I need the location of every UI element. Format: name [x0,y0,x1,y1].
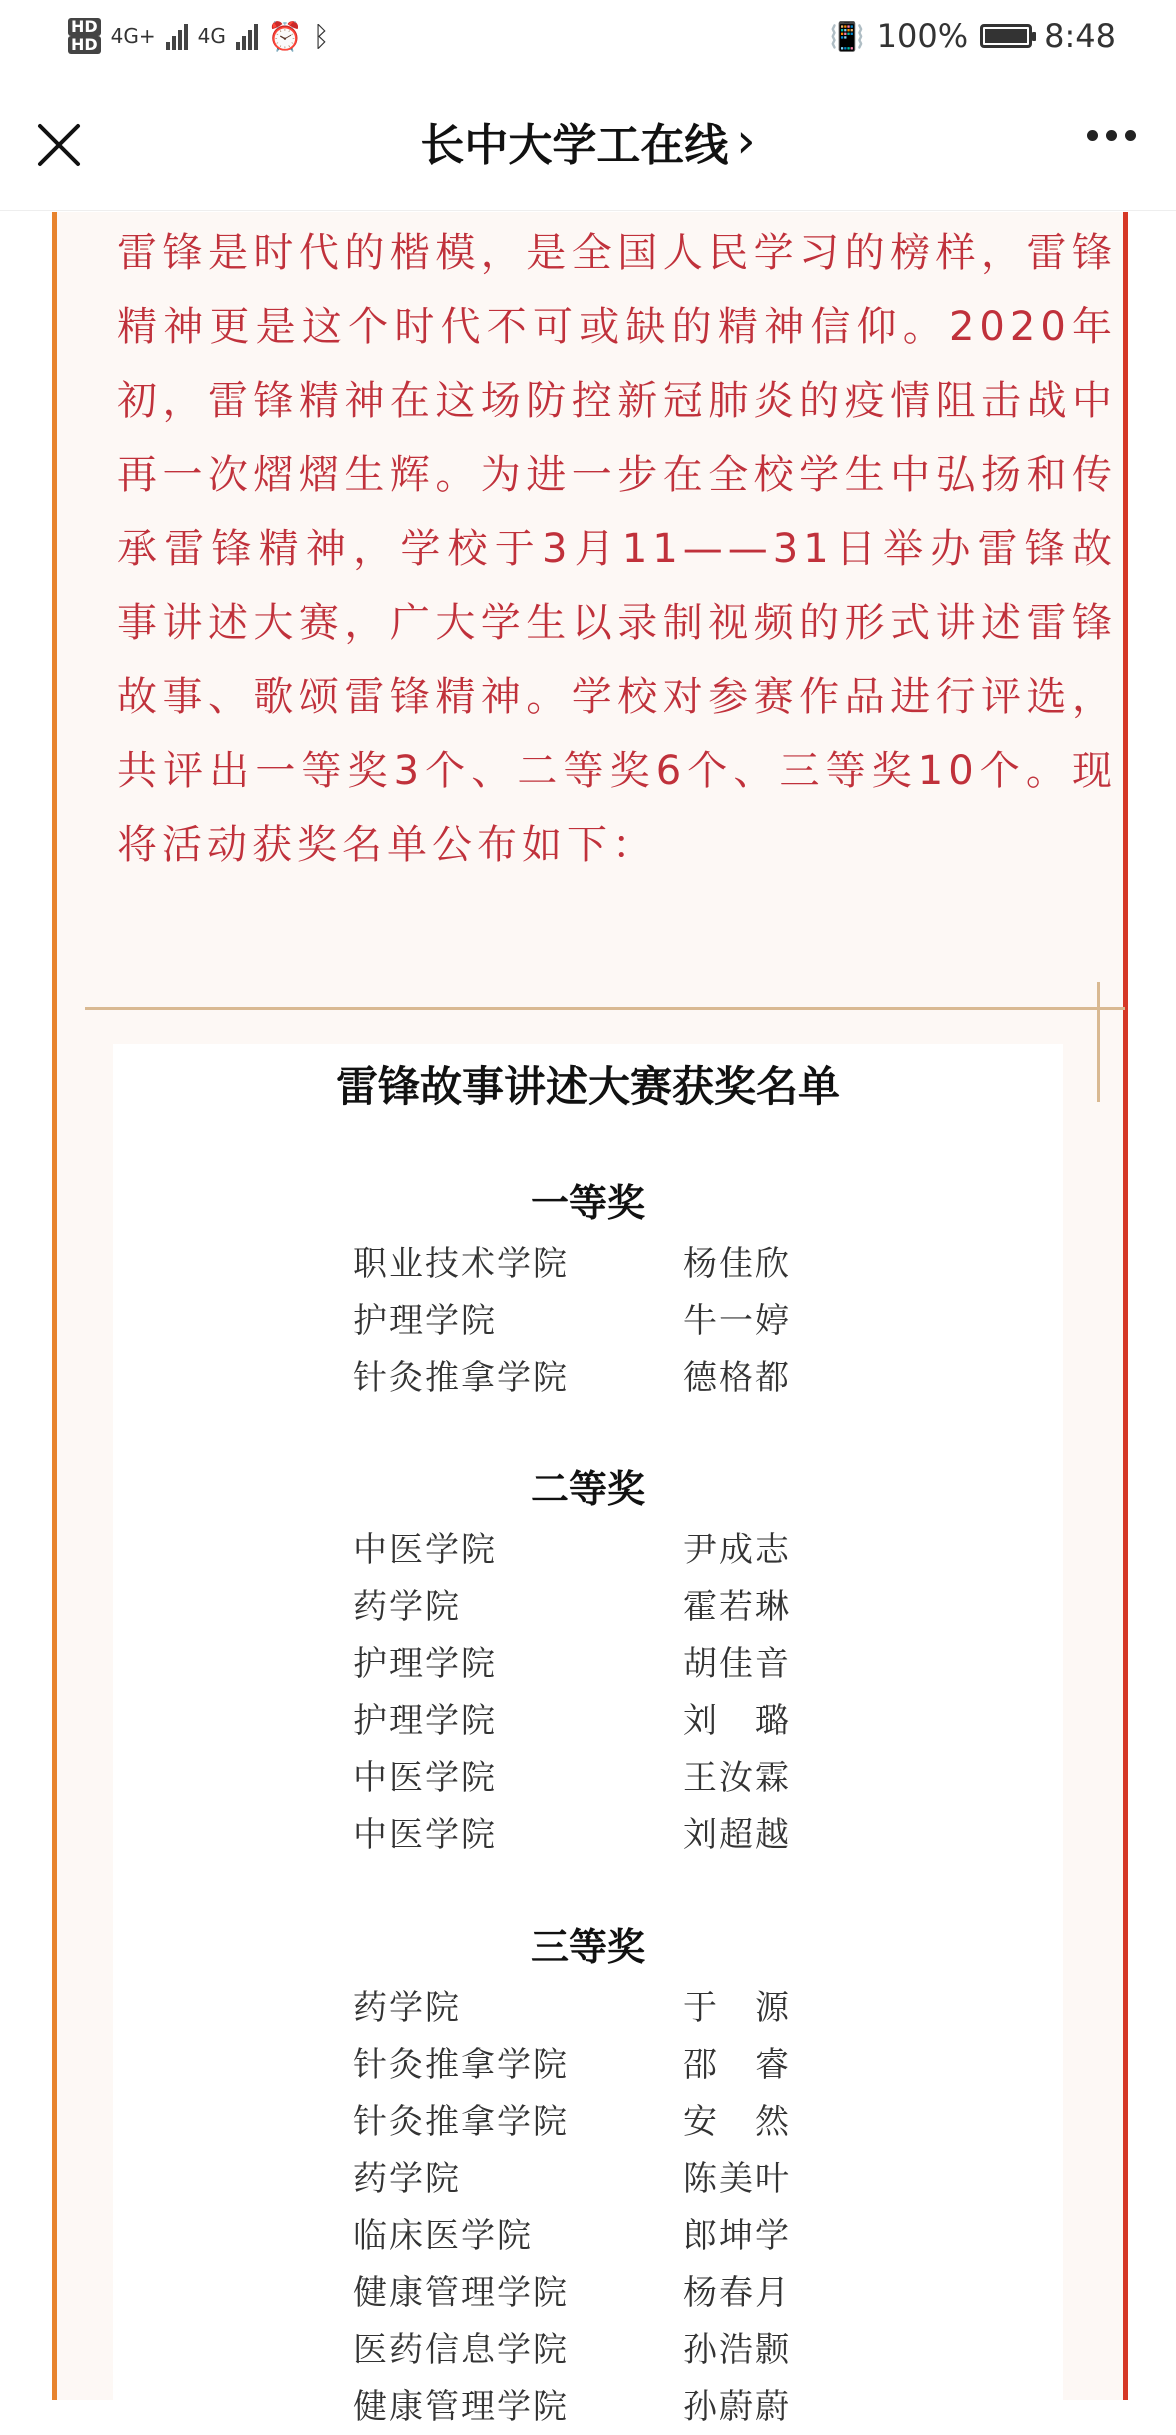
status-left [68,18,330,54]
college-name: 健康管理学院 [353,2273,569,2313]
winner-name: 王汝霖 [683,1758,791,1798]
list-item [113,2151,1063,2207]
award-list-title: 雷锋故事讲述大赛获奖名单 [335,1062,840,1111]
page-title[interactable] [420,109,755,173]
college-name: 医药信息学院 [353,2330,569,2370]
winner-name: 孙浩颢 [683,2330,791,2370]
college-name: 中医学院 [353,1758,497,1798]
close-icon[interactable] [36,122,82,168]
winner-name: 杨佳欣 [683,1244,791,1284]
hd2-badge: HD [68,36,101,54]
college-name: 药学院 [353,2159,461,2199]
list-item [113,1522,1063,1578]
list-item [113,2322,1063,2378]
list-item [113,1807,1063,1863]
award-list-image [113,1044,1063,2427]
list-item [113,1693,1063,1749]
clock: 8:48 [1044,17,1116,55]
net2-label: 4G [197,24,226,48]
list-item [113,2265,1063,2321]
account-name: 长中大学工在线 [420,120,729,171]
hd-badges [68,18,101,54]
winner-name: 郎坤学 [683,2216,791,2256]
winner-name: 德格都 [683,1358,791,1398]
winner-name: 刘 璐 [683,1701,791,1741]
winner-name: 胡佳音 [683,1644,791,1684]
nav-bar [0,72,1176,211]
college-name: 药学院 [353,1988,461,2028]
list-item [113,1350,1063,1406]
winner-name: 邵 睿 [683,2045,791,2085]
vibrate-icon: 📳 [829,19,865,53]
divider-horizontal [85,1007,1125,1010]
list-item [113,1980,1063,2036]
college-name: 护理学院 [353,1644,497,1684]
college-name: 临床医学院 [353,2216,533,2256]
more-options-icon[interactable] [1087,130,1136,141]
list-item [113,2094,1063,2150]
winner-name: 刘超越 [683,1815,791,1855]
chevron-right-icon: › [736,113,756,169]
hd1-badge: HD [68,18,101,36]
battery-icon [980,24,1032,48]
college-name: 中医学院 [353,1815,497,1855]
status-bar [0,0,1176,72]
list-item [113,1236,1063,1292]
alarm-icon: ⏰ [267,19,303,53]
college-name: 护理学院 [353,1701,497,1741]
college-name: 针灸推拿学院 [353,1358,569,1398]
signal2-icon [236,22,258,50]
winner-name: 杨春月 [683,2273,791,2313]
article-frame [52,212,1128,2427]
list-item [113,2379,1063,2435]
list-item [113,1636,1063,1692]
winner-name: 孙蔚蔚 [683,2387,791,2427]
divider-vertical [1097,982,1100,1102]
status-right [830,17,1116,55]
college-name: 职业技术学院 [353,1244,569,1284]
college-name: 中医学院 [353,1530,497,1570]
winner-name: 于 源 [683,1988,791,2028]
winner-name: 陈美叶 [683,2159,791,2199]
college-name: 药学院 [353,1587,461,1627]
third-prize-heading: 三等奖 [530,1924,645,1969]
list-item [113,1750,1063,1806]
list-item [113,2037,1063,2093]
first-prize-heading: 一等奖 [530,1180,645,1225]
winner-name: 安 然 [683,2102,791,2142]
college-name: 健康管理学院 [353,2387,569,2427]
list-item [113,1293,1063,1349]
net1-label: 4G+ [110,24,156,48]
bluetooth-icon: ᛒ [312,19,330,53]
signal1-icon [166,22,188,50]
winner-name: 牛一婷 [683,1301,791,1341]
college-name: 护理学院 [353,1301,497,1341]
list-item [113,1579,1063,1635]
second-prize-heading: 二等奖 [530,1466,645,1511]
list-item [113,2208,1063,2264]
battery-percent: 100% [876,17,969,55]
intro-paragraph: 雷锋是时代的楷模，是全国人民学习的榜样，雷锋精神更是这个时代不可或缺的精神信仰。2020年初，雷锋精神在这场防控新冠肺炎的疫情阻击战中再一次熠熠生辉。为进一步在全校学生中弘扬和传承雷锋精神，学校于3月11——31日举办雷锋故事讲述大赛，广大学生以录制视频的形式讲述雷锋故事、歌颂雷锋精神。学校对参赛作品进行评选，共评出一等奖3个、二等奖6个、三等奖10个。现将活动获奖名单公布如下： [117,230,1117,868]
winner-name: 尹成志 [683,1530,791,1570]
winner-name: 霍若琳 [683,1587,791,1627]
college-name: 针灸推拿学院 [353,2102,569,2142]
college-name: 针灸推拿学院 [353,2045,569,2085]
